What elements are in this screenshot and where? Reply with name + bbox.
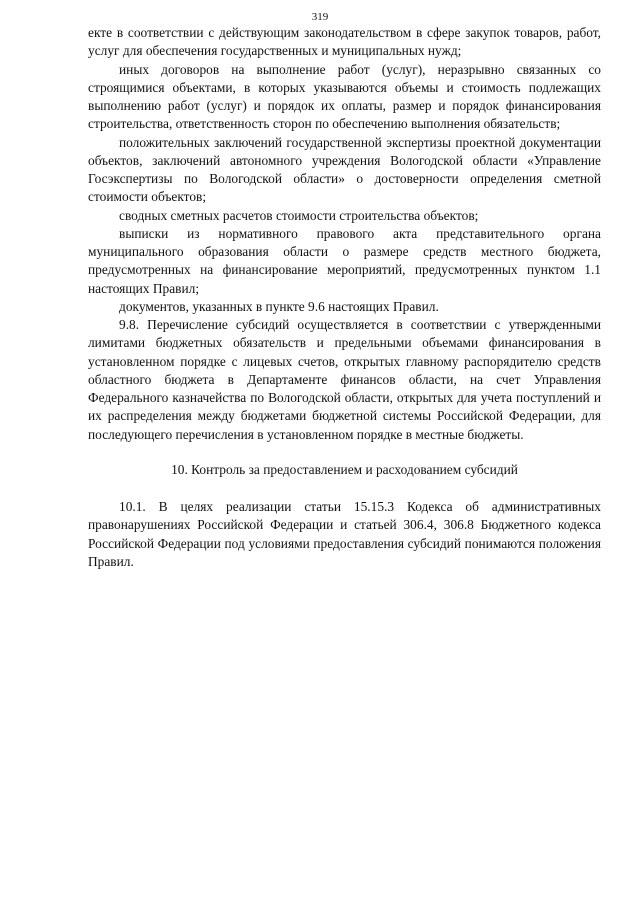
paragraph-cost-estimates: сводных сметных расчетов стоимости строительства объектов; — [119, 207, 479, 223]
paragraph-documents-reference: документов, указанных в пункте 9.6 настоящих Правил. — [119, 298, 439, 314]
paragraph-legal-act-extract: выписки из нормативного правового акта представительного органа муниципального образования области о размере средств местного бюджета, предусмотренных на финансирование мероприятий, предусмотренных пунктом 1.1 настоящих Правил; — [88, 225, 601, 296]
paragraph-expert-conclusions: положительных заключений государственной экспертизы проектной документации объектов, заключений автономного учреждения Вологодской области «Управление Госэкспертизы по Вологодской области» о достоверности определения сметной стоимости объектов; — [88, 134, 601, 205]
paragraph-continued-contracts: екте в соответствии с действующим законодательством в сфере закупок товаров, работ, услуг для обеспечения государственных и муниципальных нужд; — [88, 25, 601, 59]
page-number: 319 — [311, 11, 329, 23]
section-heading-10: 10. Контроль за предоставлением и расходованием субсидий — [171, 461, 518, 477]
paragraph-9-8: 9.8. Перечисление субсидий осуществляется в соответствии с утвержденными лимитами бюджетных обязательств и предельными объемами финансирования в установленном порядке с лицевых счетов, открытых главному распорядителю средств областного бюджета в Департаменте финансов области, на счет Управления Федерального казначейства по Вологодской области, открытых для учета поступлений и их распределения между бюджетами бюджетной системы Российской Федерации, для последующего перечисления в установленном порядке в местные бюджеты. — [88, 317, 601, 442]
document-body — [88, 24, 601, 571]
paragraph-10-1: 10.1. В целях реализации статьи 15.15.3 Кодекса об административных правонарушениях Российской Федерации и статьей 306.4, 306.8 Бюджетного кодекса Российской Федерации под условиями предоставления субсидий понимаются положения Правил. — [88, 499, 601, 569]
paragraph-other-contracts: иных договоров на выполнение работ (услуг), неразрывно связанных со строящимися объектами, в которых указываются объемы и стоимость подлежащих выполнению работ (услуг) и порядок их оплаты, размер и порядок финансирования строительства, ответственность сторон по обеспечению выполнения обязательств; — [88, 61, 601, 132]
